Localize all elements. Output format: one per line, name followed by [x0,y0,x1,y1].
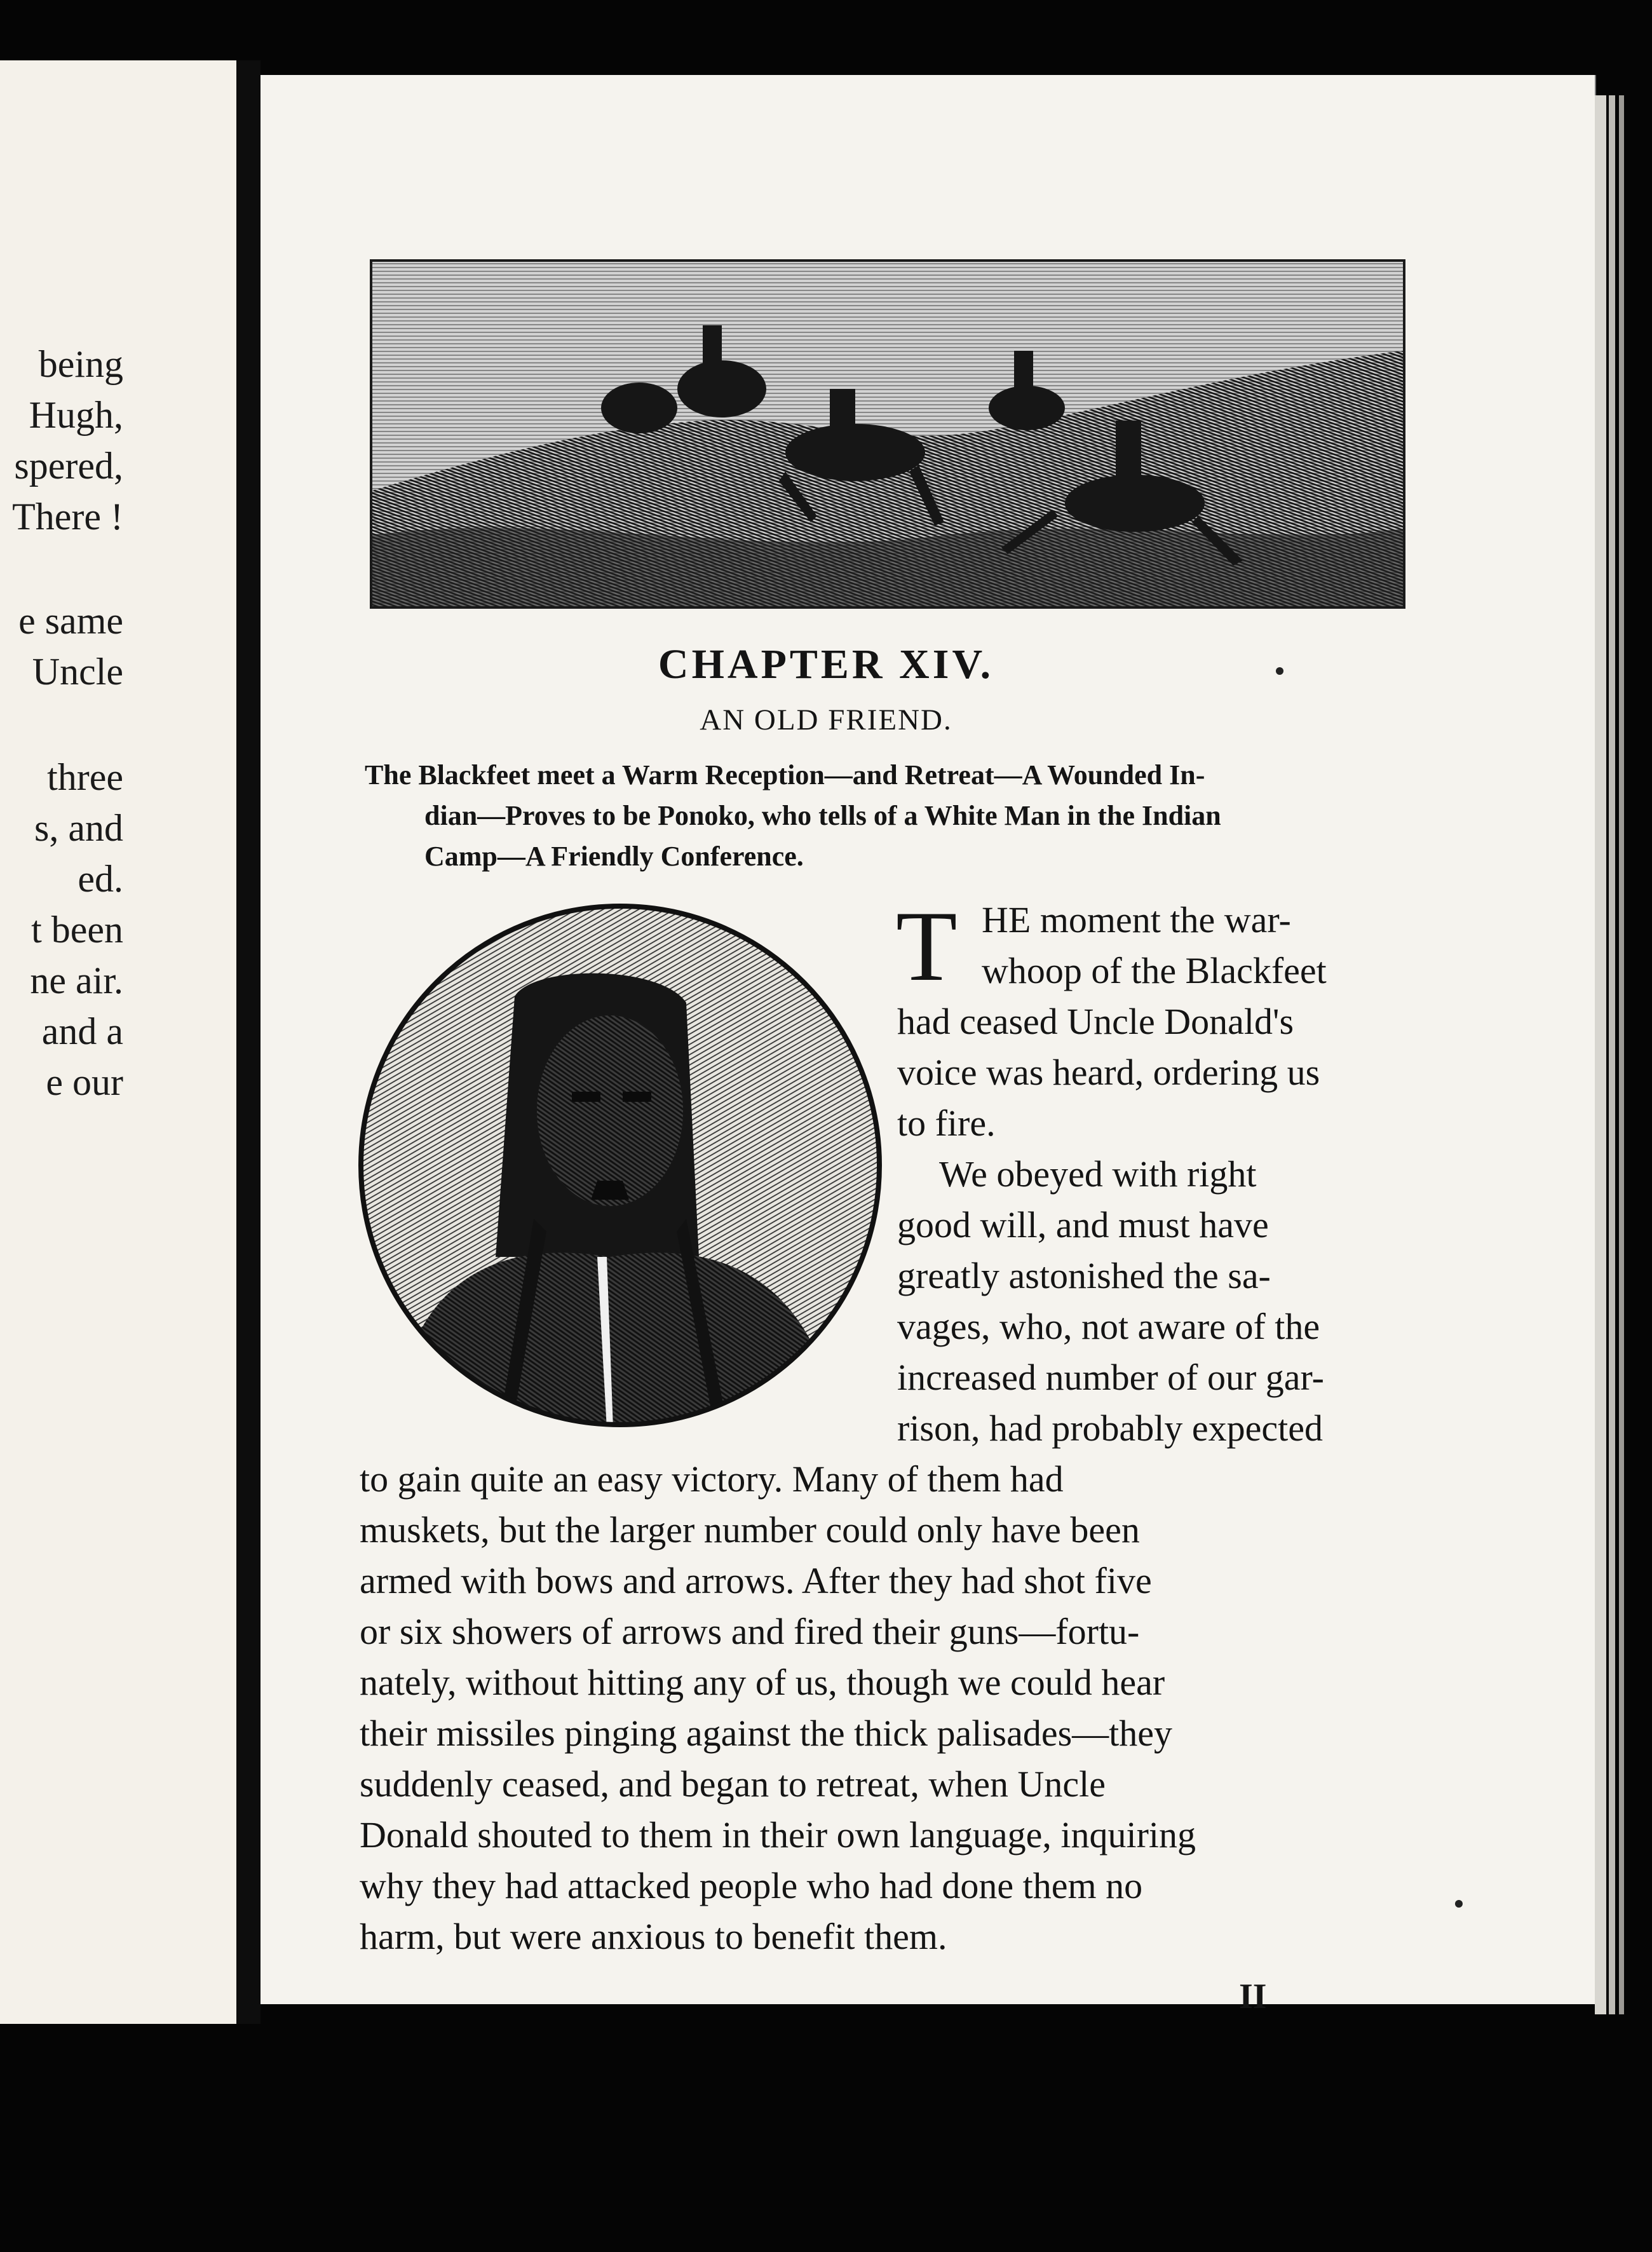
body-text-line: why they had attacked people who had done them no [360,1865,1143,1906]
left-page-word: There ! [12,496,123,538]
body-text-line: harm, but were anxious to benefit them. [360,1916,947,1957]
body-text-line: or six showers of arrows and fired their guns—fortu- [360,1611,1140,1652]
horsemen-engraving [372,262,1403,606]
page-edge [1609,95,1615,2014]
chapter-title: CHAPTER XIV. [658,641,994,688]
body-text-line: We obeyed with right [939,1153,1257,1195]
left-page-word: Hugh, [29,394,123,436]
left-page-word: t been [31,909,123,951]
drop-cap: T [896,891,958,1002]
left-page-word: spered, [14,445,123,487]
chapter-synopsis-line: Camp—A Friendly Conference. [424,841,804,872]
body-text-line: rison, had probably expected [897,1408,1324,1449]
chapter-header-engraving [370,259,1405,609]
left-page-word: three [47,756,123,798]
body-text-line: Donald shouted to them in their own language, inquiring [360,1814,1196,1855]
body-text-line: nately, without hitting any of us, though we could hear [360,1662,1165,1703]
body-text-line: suddenly ceased, and began to retreat, when Uncle [360,1763,1106,1805]
body-text-line: HE moment the war- [982,899,1291,940]
body-text-line: muskets, but the larger number could only have been [360,1509,1140,1550]
left-page-word: Uncle [32,651,123,693]
body-text-line: increased number of our gar- [897,1357,1324,1398]
left-page-word: e our [46,1061,123,1103]
body-text-line: whoop of the Blackfeet [982,950,1327,991]
print-speck [1455,1900,1463,1908]
chapter-synopsis-line: The Blackfeet meet a Warm Reception—and Retreat—A Wounded In- [365,759,1205,790]
chapter-subtitle: AN OLD FRIEND. [700,703,952,736]
body-text-line: had ceased Uncle Donald's [897,1001,1294,1042]
body-text-line: voice was heard, ordering us [897,1052,1320,1093]
body-text-line: their missiles pinging against the thick palisades—they [360,1713,1173,1754]
left-page-word: being [38,343,123,385]
body-text-line: good will, and must have [897,1204,1269,1245]
book-gutter [236,60,261,2024]
left-page-word: e same [18,600,123,642]
left-page-word: ne air. [30,960,123,1001]
body-text-line: armed with bows and arrows. After they had shot five [360,1560,1152,1601]
body-text-line: to fire. [897,1102,996,1144]
left-page-word: ed. [78,858,123,900]
page-edge [1619,95,1624,2014]
left-facing-page [0,60,240,2024]
left-page-word: s, and [34,807,123,849]
body-text-line: to gain quite an easy victory. Many of them had [360,1458,1064,1500]
chief-portrait-engraving [356,901,884,1430]
chapter-synopsis-line: dian—Proves to be Ponoko, who tells of a White Man in the Indian [424,800,1221,831]
left-page-word: and a [41,1010,123,1052]
print-speck [1276,667,1283,675]
body-text-line: greatly astonished the sa- [897,1255,1271,1296]
body-text-line: vages, who, not aware of the [897,1306,1320,1347]
page-edge [1595,95,1606,2014]
page-signature-mark: II [1239,1977,1267,2016]
